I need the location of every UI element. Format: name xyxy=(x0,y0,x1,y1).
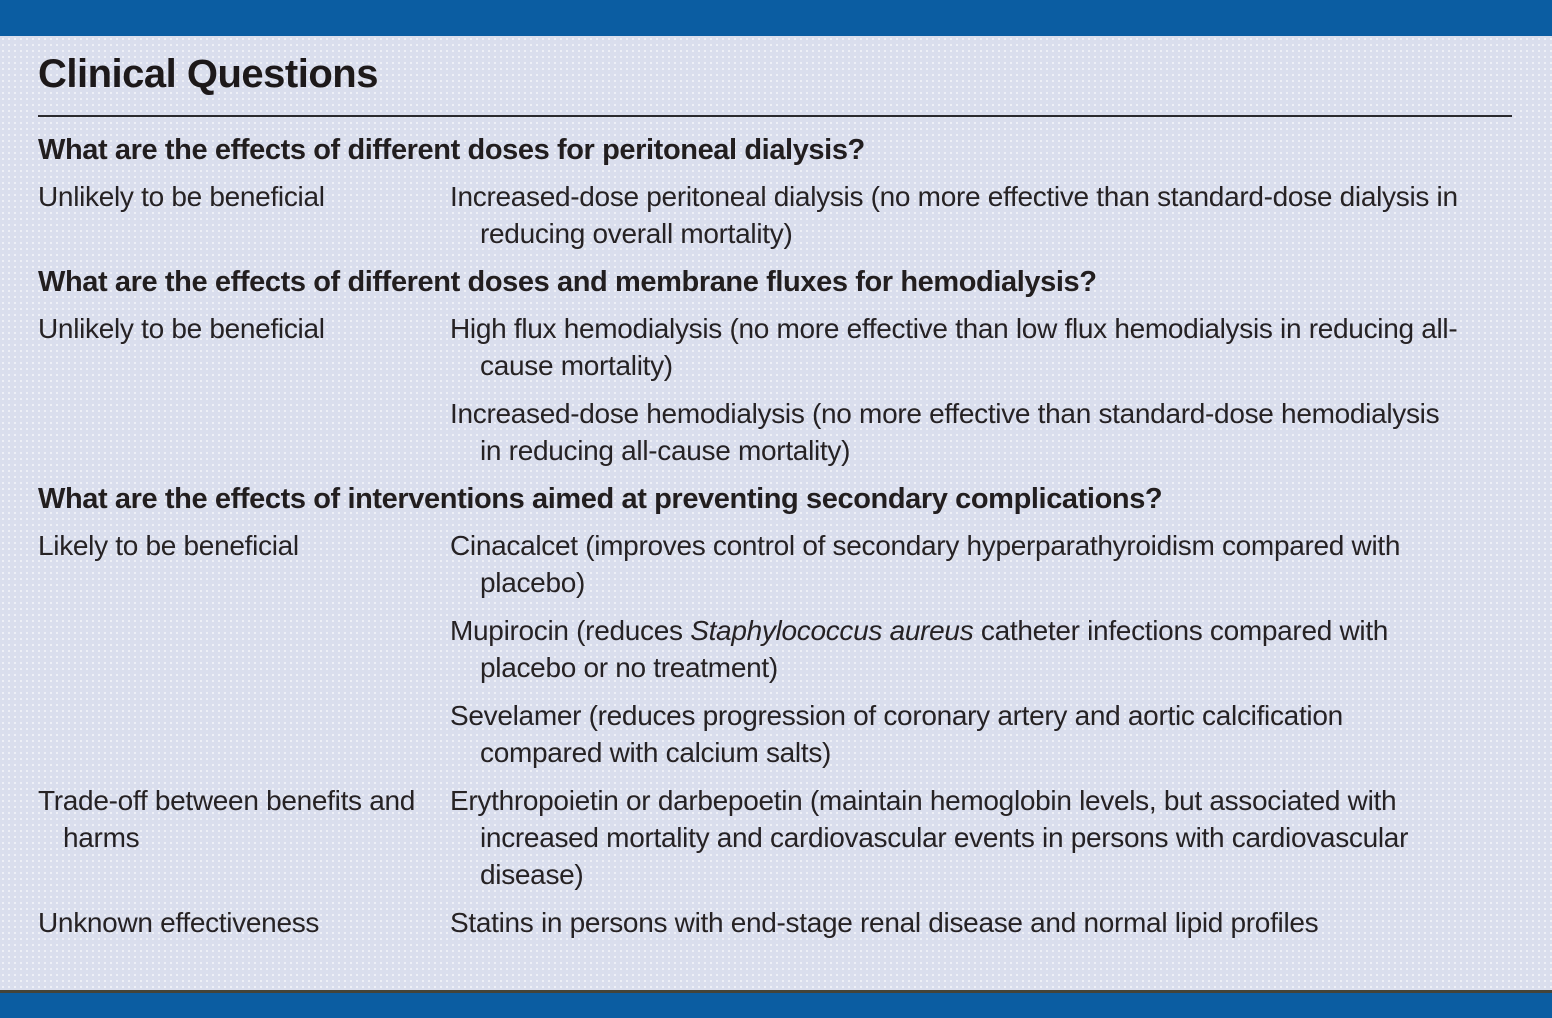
recommendation-row xyxy=(38,310,1512,480)
findings-list xyxy=(450,782,1465,904)
finding-text: Mupirocin (reduces Staphylococcus aureus catheter infections compared with placebo or no treatment) xyxy=(450,615,1389,683)
recommendation-row xyxy=(38,527,1512,782)
page-title: Clinical Questions xyxy=(38,52,378,96)
finding-text: Increased-dose hemodialysis (no more effective than standard-dose hemodialysis in reducing all-cause mortality) xyxy=(450,398,1440,466)
recommendation-row xyxy=(38,904,1512,952)
finding-text: Erythropoietin or darbepoetin (maintain hemoglobin levels, but associated with increased mortality and cardiovascular events in persons with cardiovascular disease) xyxy=(450,785,1409,890)
finding-text: Statins in persons with end-stage renal disease and normal lipid profiles xyxy=(450,907,1319,938)
section-rows xyxy=(38,527,1512,952)
category-label: Unlikely to be beneficial xyxy=(38,181,325,212)
panel-content xyxy=(0,36,1552,990)
question-heading: What are the effects of interventions aimed at preventing secondary complications? xyxy=(38,483,1163,515)
recommendation-row xyxy=(38,178,1512,263)
question-heading: What are the effects of different doses and membrane fluxes for hemodialysis? xyxy=(38,266,1097,298)
findings-list xyxy=(450,178,1465,263)
finding-text: Increased-dose peritoneal dialysis (no more effective than standard-dose dialysis in reducing overall mortality) xyxy=(450,181,1458,249)
question-section xyxy=(38,263,1512,480)
finding-text: Sevelamer (reduces progression of coronary artery and aortic calcification compared with calcium salts) xyxy=(450,700,1343,768)
finding-text: High flux hemodialysis (no more effective than low flux hemodialysis in reducing all-cause mortality) xyxy=(450,313,1458,381)
category-label: Likely to be beneficial xyxy=(38,530,299,561)
sections-container xyxy=(38,131,1512,952)
question-section xyxy=(38,480,1512,952)
question-section xyxy=(38,131,1512,263)
category-label: Unknown effectiveness xyxy=(38,907,320,938)
findings-list xyxy=(450,904,1465,952)
category-label: Unlikely to be beneficial xyxy=(38,313,325,344)
bottom-border-bar xyxy=(0,993,1552,1018)
section-rows xyxy=(38,178,1512,263)
findings-list xyxy=(450,310,1465,480)
top-border-bar xyxy=(0,0,1552,36)
recommendation-row xyxy=(38,782,1512,904)
finding-text: Cinacalcet (improves control of secondary hyperparathyroidism compared with placebo) xyxy=(450,530,1401,598)
category-label: Trade-off between benefits and harms xyxy=(38,785,416,853)
question-heading: What are the effects of different doses for peritoneal dialysis? xyxy=(38,134,865,166)
title-divider xyxy=(38,115,1512,117)
section-rows xyxy=(38,310,1512,480)
findings-list xyxy=(450,527,1465,782)
